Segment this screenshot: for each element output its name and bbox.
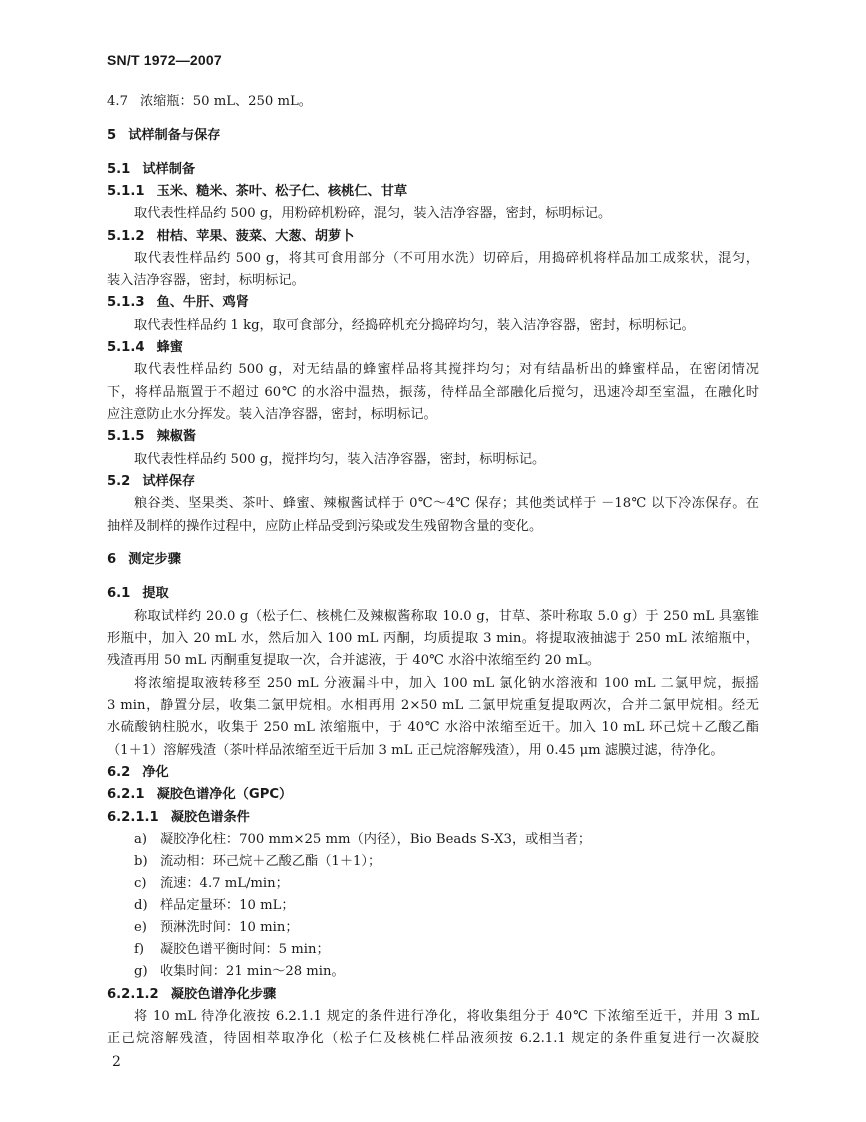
section-5-1-4-heading: [107, 338, 183, 358]
paragraph-6-1-p1-line-1: 称取试样约 20.0 g（松子仁、核桃仁及辣椒酱称取 10.0 g，甘草、茶叶称取 5.0 g）于 250 mL 具塞锥: [134, 609, 759, 624]
section-5-1-heading: [107, 160, 195, 180]
section-number: 5.1.2: [107, 229, 145, 244]
standard-code-header: SN/T 1972—2007: [107, 52, 222, 68]
list-item-text: 预淋洗时间：10 min；: [160, 920, 299, 935]
section-title: 柑桔、苹果、菠菜、大葱、胡萝卜: [156, 229, 355, 244]
list-item: [134, 940, 330, 960]
paragraph-5-2-line-2: 抽样及制样的操作过程中，应防止样品受到污染或发生残留物含量的变化。: [107, 519, 543, 534]
list-item-label: g): [134, 964, 148, 979]
paragraph-6-1-p1-line-2: 形瓶中，加入 20 mL 水，然后加入 100 mL 丙酮，均质提取 3 min。将提取液抽滤于 250 mL 浓缩瓶中，: [107, 631, 759, 646]
paragraph-6-2-1-2-line-1: 将 10 mL 待净化液按 6.2.1.1 规定的条件进行净化，将收集组分于 40℃ 下浓缩至近干，并用 3 mL: [134, 1009, 759, 1024]
section-number: 6: [107, 552, 117, 567]
section-number: 5: [107, 128, 117, 143]
paragraph-5-1-4-line-2: 下，将样品瓶置于不超过 60℃ 的水浴中温热，振荡，待样品全部融化后搅匀，迅速冷却至室温，在融化时: [107, 385, 759, 400]
paragraph-6-1-p2-line-1: 将浓缩提取液转移至 250 mL 分液漏斗中，加入 100 mL 氯化钠水溶液和 100 mL 二氯甲烷，振摇: [134, 676, 759, 691]
section-number: 5.1.3: [107, 295, 145, 310]
section-title: 凝胶色谱净化步骤: [170, 987, 277, 1002]
list-item: [134, 918, 299, 938]
section-number: 5.1: [107, 162, 131, 177]
list-item: [134, 896, 295, 916]
section-5-2-heading: [107, 472, 195, 492]
section-title: 试样制备与保存: [128, 128, 221, 143]
paragraph-5-1-2-line-1: 取代表性样品约 500 g，将其可食用部分（不可用水洗）切碎后，用捣碎机将样品加工成浆状，混匀，: [134, 251, 759, 266]
paragraph-5-1-3: 取代表性样品约 1 kg，取可食部分，经捣碎机充分捣碎均匀，装入洁净容器，密封，标明标记。: [134, 318, 695, 333]
list-item-label: b): [134, 854, 148, 869]
paragraph-5-1-4-line-3: 应注意防止水分挥发。装入洁净容器，密封，标明标记。: [107, 407, 437, 422]
paragraph-6-1-p2-line-2: 3 min，静置分层，收集二氯甲烷相。水相再用 2×50 mL 二氯甲烷重复提取两次，合并二氯甲烷相。经无: [107, 698, 759, 713]
section-number: 5.2: [107, 474, 131, 489]
section-5-1-1-heading: [107, 182, 407, 202]
paragraph-6-2-1-2-line-2: 正己烷溶解残渣，待固相萃取净化（松子仁及核桃仁样品液须按 6.2.1.1 规定的条件重复进行一次凝胶: [107, 1031, 759, 1046]
section-number: 5.1.1: [107, 184, 145, 199]
list-item-text: 凝胶色谱平衡时间：5 min；: [160, 942, 330, 957]
section-5-heading: [107, 126, 221, 146]
section-6-1-heading: [107, 584, 169, 604]
section-5-1-2-heading: [107, 227, 354, 247]
list-item: [134, 962, 345, 982]
section-5-1-5-heading: [107, 427, 196, 447]
section-6-2-1-heading: [107, 785, 292, 805]
list-item: [134, 874, 289, 894]
section-title: 辣椒酱: [156, 429, 197, 444]
section-title: 测定步骤: [128, 552, 181, 567]
section-title: 凝胶色谱净化（GPC）: [156, 787, 293, 802]
section-6-2-1-1-heading: [107, 808, 250, 828]
paragraph-5-2-line-1: 粮谷类、坚果类、茶叶、蜂蜜、辣椒酱试样于 0℃～4℃ 保存；其他类试样于 －18℃ 以下冷冻保存。在: [134, 496, 759, 511]
section-number: 6.2.1.1: [107, 810, 159, 825]
list-item-text: 凝胶净化柱：700 mm×25 mm（内径），Bio Beads S-X3，或相当者；: [160, 832, 592, 847]
list-item: [134, 852, 381, 872]
section-title: 玉米、糙米、茶叶、松子仁、核桃仁、甘草: [156, 184, 408, 199]
section-number: 5.1.5: [107, 429, 145, 444]
section-title: 蜂蜜: [156, 340, 183, 355]
paragraph-6-1-p2-line-3: 水硫酸钠柱脱水，收集于 250 mL 浓缩瓶中，于 40℃ 水浴中浓缩至近干。加入 10 mL 环己烷＋乙酸乙酯: [107, 720, 759, 735]
section-title: 试样制备: [142, 162, 196, 177]
clause-text: 浓缩瓶：50 mL、250 mL。: [139, 94, 312, 109]
section-6-2-heading: [107, 763, 169, 783]
section-title: 提取: [142, 586, 169, 601]
paragraph-5-1-5: 取代表性样品约 500 g，搅拌均匀，装入洁净容器，密封，标明标记。: [134, 452, 546, 467]
clause-4-7: [107, 92, 312, 112]
list-item-text: 收集时间：21 min～28 min。: [160, 964, 345, 979]
section-title: 鱼、牛肝、鸡肾: [156, 295, 249, 310]
paragraph-5-1-1: 取代表性样品约 500 g，用粉碎机粉碎，混匀，装入洁净容器，密封，标明标记。: [134, 206, 612, 221]
section-number: 6.2.1: [107, 787, 145, 802]
section-6-heading: [107, 550, 181, 570]
section-number: 6.1: [107, 586, 131, 601]
paragraph-6-1-p1-line-3: 残渣再用 50 mL 丙酮重复提取一次，合并滤液，于 40℃ 水浴中浓缩至约 20 mL。: [107, 653, 601, 668]
list-item: [134, 830, 591, 850]
section-number: 6.2: [107, 765, 131, 780]
list-item-label: a): [134, 832, 148, 847]
section-title: 试样保存: [142, 474, 196, 489]
section-number: 5.1.4: [107, 340, 145, 355]
paragraph-5-1-4-line-1: 取代表性样品约 500 g，对无结晶的蜂蜜样品将其搅拌均匀；对有结晶析出的蜂蜜样品，在密闭情况: [134, 362, 759, 377]
clause-number: 4.7: [107, 94, 128, 109]
list-item-label: d): [134, 898, 148, 913]
page-number: 2: [112, 1054, 121, 1070]
list-item-label: f): [134, 942, 145, 957]
list-item-text: 流动相：环己烷＋乙酸乙酯（1＋1）；: [160, 854, 382, 869]
paragraph-5-1-2-line-2: 装入洁净容器，密封，标明标记。: [107, 273, 305, 288]
list-item-text: 流速：4.7 mL/min；: [160, 876, 289, 891]
list-item-label: c): [134, 876, 147, 891]
section-title: 凝胶色谱条件: [170, 810, 250, 825]
list-item-text: 样品定量环：10 mL；: [160, 898, 295, 913]
section-6-2-1-2-heading: [107, 985, 276, 1005]
paragraph-6-1-p2-line-4: （1＋1）溶解残渣（茶叶样品浓缩至近干后加 3 mL 正己烷溶解残渣），用 0.45 μm 滤膜过滤，待净化。: [107, 743, 724, 758]
section-title: 净化: [142, 765, 169, 780]
list-item-label: e): [134, 920, 147, 935]
section-5-1-3-heading: [107, 293, 249, 313]
section-number: 6.2.1.2: [107, 987, 159, 1002]
